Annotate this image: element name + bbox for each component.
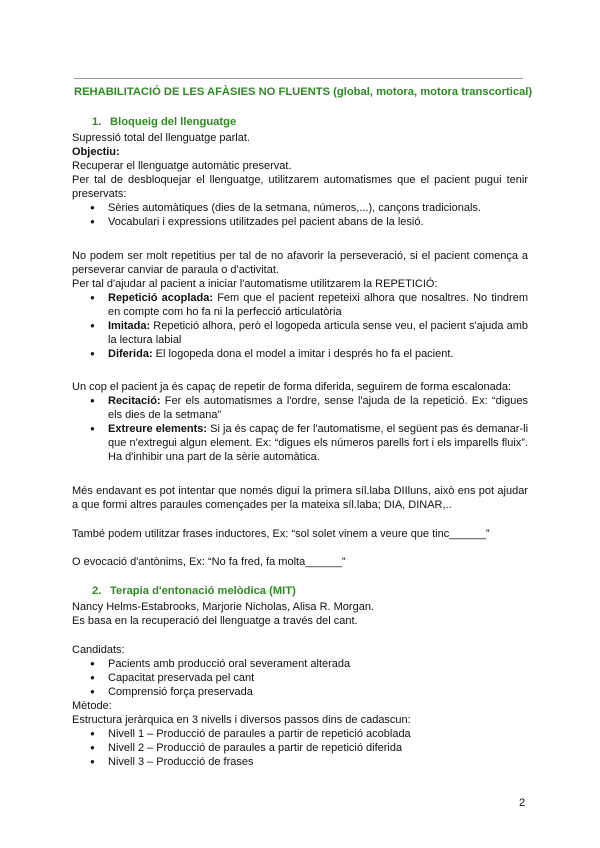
term-text: Fer els automatismes a l'ordre, sense l'ajuda de la repetició. Ex: “digues els dies de la setmana” [108, 395, 528, 421]
header-rule [74, 78, 523, 79]
list-item: ● Capacitat preservada pel cant [72, 671, 528, 685]
levels-list [72, 727, 528, 769]
objective-label: Objectiu: [72, 146, 120, 158]
basis-text: Es basa en la recuperació del llenguatge a través del cant. [72, 615, 358, 627]
paragraph-antonyms-text: O evocació d'antònims, Ex: “No fa fred, fa molta______” [72, 556, 346, 568]
method-text: Estructura jeràrquica en 3 nivells i diversos passos dins de cadascun: [72, 714, 411, 726]
section-1-body [72, 131, 528, 229]
paragraph-syllable-text: Més endavant es pot intentar que només digui la primera síl.laba DIIluns, això ens pot ajudar a que formi altres paraules començades per la mateixa síl.laba; DIA, DINAR,.. [72, 485, 528, 511]
section-2-body [72, 643, 528, 769]
list-item [72, 291, 528, 319]
list-item: ● Nivell 3 – Producció de frases [72, 755, 528, 769]
term-label: Diferida: [108, 348, 153, 360]
candidates-label: Candidats: [72, 644, 125, 656]
term-label: Imitada: [108, 320, 151, 332]
section-1-heading [92, 116, 236, 128]
term-label: Extreure elements: [108, 423, 208, 435]
term-text: Fem que el pacient repeteixi alhora que nosaltres. No tindrem en compte com ho fa ni la perfecció articulatòria [108, 292, 528, 318]
section-2-number: 2. [92, 585, 102, 597]
section-1-repetition [72, 249, 528, 361]
repetition-list [72, 291, 528, 361]
term-text: Si ja és capaç de fer l'automatisme, el següent pas és demanar-li que n'extregui algun element. Ex: “digues els números parells fort i els imparells fluix”. Ha d'inhibir una part de la sèrie automàtica. [108, 423, 529, 463]
automatisms-list [72, 201, 528, 229]
paragraph-inductors-text: També podem utilitzar frases inductores, Ex: “sol solet vinem a veure que tinc______” [72, 528, 490, 540]
section-2-title: Terapia d'entonació melòdica (MIT) [110, 585, 296, 597]
list-item [72, 319, 528, 347]
section-1-title: Bloqueig del llenguatge [110, 116, 237, 128]
document-title: REHABILITACIÓ DE LES AFÀSIES NO FLUENTS (global, motora, motora transcortical) [74, 86, 533, 98]
list-item: ● Nivell 2 – Producció de paraules a partir de repetició diferida [72, 741, 528, 755]
list-item [72, 394, 528, 422]
scaled-list [72, 394, 528, 464]
paragraph-perseveration: No podem ser molt repetitius per tal de no afavorir la perseveració, si el pacient comença a perseverar canviar de paraula o d'activitat. [72, 250, 528, 276]
section-1-scaled [72, 380, 528, 464]
page-number: 2 [519, 797, 526, 809]
list-item: ● Pacients amb producció oral severament alterada [72, 657, 528, 671]
list-item: ● Nivell 1 – Producció de paraules a partir de repetició acoblada [72, 727, 528, 741]
section-2-intro [72, 600, 528, 628]
list-item: ● Vocabulari i expressions utilitzades pel pacient abans de la lesió. [72, 215, 528, 229]
term-text: Repetició alhora, però el logopeda articula sense veu, el pacient s'ajuda amb la lectura labial [108, 320, 528, 346]
paragraph-antonyms [72, 555, 528, 569]
method-label: Mètode: [72, 700, 112, 712]
section-2-heading [92, 585, 296, 597]
authors-text: Nancy Helms-Estabrooks, Marjorie Nicholas, Alisa R. Morgan. [72, 601, 374, 613]
paragraph-automatisms: Per tal de desbloquejar el llenguatge, utilitzarem automatismes que el pacient pugui tenir preservats: [72, 174, 528, 200]
paragraph-scaled-intro: Un cop el pacient ja és capaç de repetir de forma diferida, seguirem de forma escalonada: [72, 381, 512, 393]
term-text: El logopeda dona el model a imitar i després ho fa el pacient. [152, 348, 454, 360]
candidates-list [72, 657, 528, 699]
term-label: Repetició acoplada: [108, 292, 214, 304]
list-item: ● Comprensió força preservada [72, 685, 528, 699]
objective-text: Recuperar el llenguatge automàtic preservat. [72, 160, 292, 172]
list-item: ● Sèries automàtiques (dies de la setmana, números,...), cançons tradicionals. [72, 201, 528, 215]
paragraph-inductors [72, 527, 528, 541]
term-label: Recitació: [108, 395, 161, 407]
section-1-intro: Supressió total del llenguatge parlat. [72, 132, 250, 144]
paragraph-syllable [72, 484, 528, 512]
list-item [72, 422, 528, 464]
list-item [72, 347, 528, 361]
section-1-number: 1. [92, 116, 102, 128]
paragraph-repetition-intro: Per tal d'ajudar al pacient a iniciar l'automatisme utilitzarem la REPETICIÓ: [72, 278, 438, 290]
